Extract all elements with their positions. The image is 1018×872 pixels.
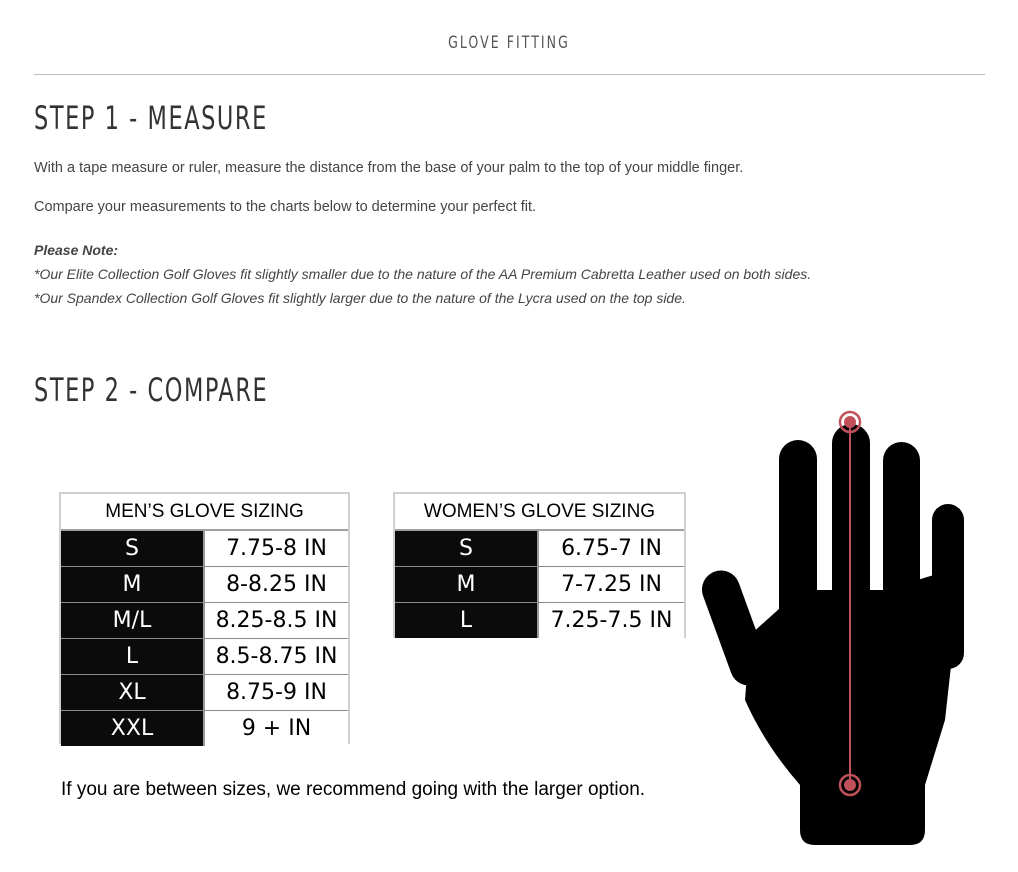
range-cell: 8.25-8.5 IN: [203, 603, 348, 638]
title-divider: [34, 74, 985, 75]
size-cell: XL: [61, 675, 203, 710]
mens-table-title: MEN’S GLOVE SIZING: [61, 494, 348, 531]
table-row: [61, 531, 348, 567]
table-row: [395, 567, 684, 603]
size-cell: M: [395, 567, 537, 602]
step1-heading: STEP 1 - MEASURE: [34, 99, 268, 137]
size-cell: S: [395, 531, 537, 566]
note-line-spandex: *Our Spandex Collection Golf Gloves fit slightly larger due to the nature of the Lycra used on the top side.: [34, 290, 686, 306]
range-cell: 9 + IN: [203, 711, 348, 746]
size-cell: L: [395, 603, 537, 638]
size-cell: XXL: [61, 711, 203, 746]
womens-size-table: [393, 492, 686, 638]
range-cell: 8.5-8.75 IN: [203, 639, 348, 674]
table-row: [61, 675, 348, 711]
range-cell: 7.25-7.5 IN: [537, 603, 684, 638]
step2-heading: STEP 2 - COMPARE: [34, 371, 269, 409]
womens-table-title: WOMEN’S GLOVE SIZING: [395, 494, 684, 531]
hand-shape: [700, 424, 964, 845]
hand-silhouette-icon: [700, 400, 970, 855]
compare-instructions: Compare your measurements to the charts below to determine your perfect fit.: [34, 199, 537, 215]
range-cell: 8-8.25 IN: [203, 567, 348, 602]
table-row: [61, 711, 348, 746]
mens-size-table: [59, 492, 350, 744]
size-cell: M/L: [61, 603, 203, 638]
range-cell: 6.75-7 IN: [537, 531, 684, 566]
table-row: [61, 603, 348, 639]
table-row: [395, 531, 684, 567]
fit-note: [34, 238, 811, 310]
range-cell: 7.75-8 IN: [203, 531, 348, 566]
size-recommendation: If you are between sizes, we recommend going with the larger option.: [61, 779, 646, 800]
note-line-elite: *Our Elite Collection Golf Gloves fit slightly smaller due to the nature of the AA Premium Cabretta Leather used on both sides.: [34, 266, 812, 282]
size-cell: M: [61, 567, 203, 602]
measure-instructions: With a tape measure or ruler, measure the distance from the base of your palm to the top of your middle finger.: [34, 160, 744, 176]
size-cell: L: [61, 639, 203, 674]
table-row: [395, 603, 684, 638]
table-row: [61, 639, 348, 675]
note-label: Please Note:: [34, 242, 119, 258]
range-cell: 7-7.25 IN: [537, 567, 684, 602]
range-cell: 8.75-9 IN: [203, 675, 348, 710]
size-cell: S: [61, 531, 203, 566]
page-title: GLOVE FITTING: [448, 33, 570, 53]
table-row: [61, 567, 348, 603]
